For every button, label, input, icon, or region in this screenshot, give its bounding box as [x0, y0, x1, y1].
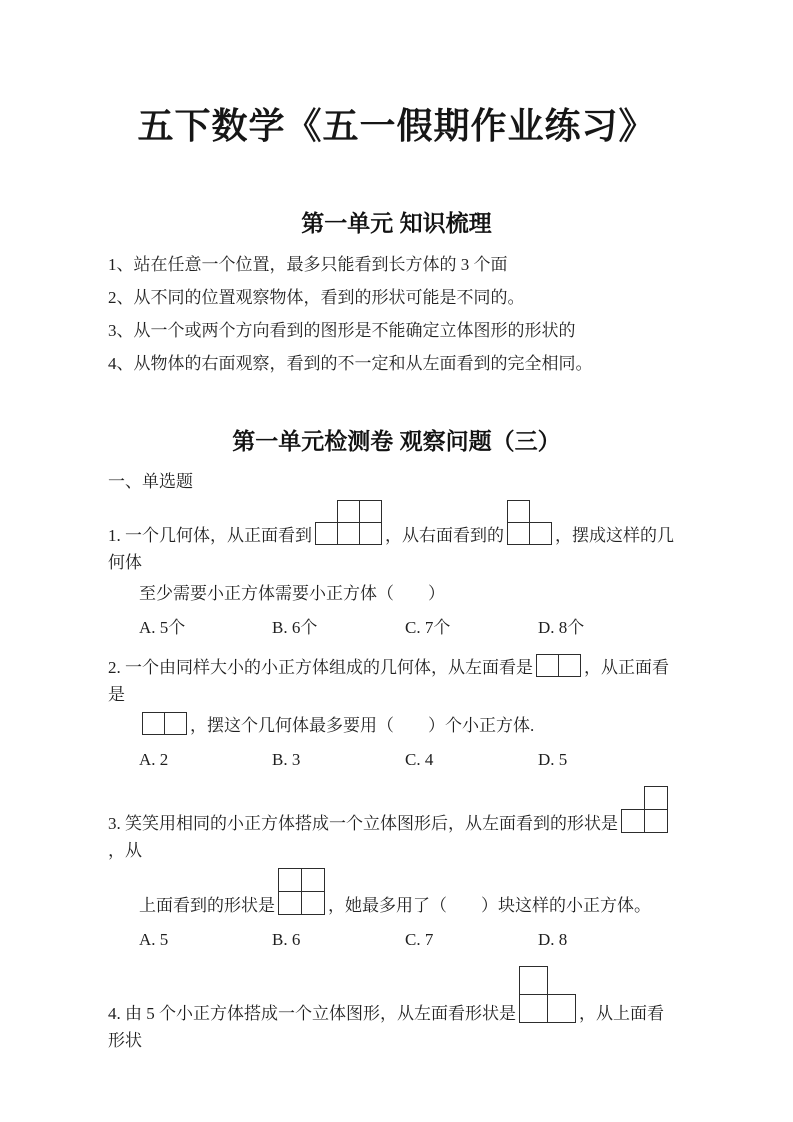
right-view-shape-figure: [507, 500, 552, 545]
shape-grid: [536, 654, 581, 677]
grid-cell-off: [622, 787, 645, 810]
left-view-shape-figure: [519, 966, 576, 1023]
question-line: [139, 580, 680, 607]
part-label: 一、单选题: [108, 472, 193, 491]
front-view-shape-figure: [142, 712, 187, 735]
grid-cell-on: [537, 655, 559, 677]
top-view-shape-figure: [278, 868, 325, 915]
question-q3: [108, 786, 680, 952]
question-line: [108, 786, 680, 864]
question-line: [139, 712, 680, 739]
grid-cell-off: [530, 501, 552, 523]
question-text: 至少需要小正方体需要小正方体（ ）: [139, 584, 445, 603]
grid-cell-on: [559, 655, 581, 677]
review-point: 2、从不同的位置观察物体，看到的形状可能是不同的。: [108, 288, 525, 307]
left-view-shape-figure: [536, 654, 581, 677]
question-line: [108, 966, 680, 1054]
option: A. 5个: [139, 618, 186, 637]
grid-cell-on: [508, 501, 530, 523]
grid-cell-on: [279, 869, 302, 892]
options-row: [139, 748, 680, 772]
grid-cell-off: [548, 967, 576, 995]
option: A. 5: [139, 930, 169, 949]
grid-cell-on: [508, 523, 530, 545]
grid-cell-on: [360, 501, 382, 523]
shape-grid: [507, 500, 552, 545]
question-list: [108, 500, 680, 1054]
question-text: ，摆这个几何体最多要用（ ）个小正方体.: [190, 716, 535, 735]
document-title: 五下数学《五一假期作业练习》: [137, 105, 656, 146]
grid-cell-on: [316, 523, 338, 545]
question-text: 上面看到的形状是: [139, 896, 275, 915]
option: B. 3: [272, 750, 301, 769]
question-q2: [108, 654, 680, 772]
option: D. 8: [538, 930, 568, 949]
option: A. 2: [139, 750, 169, 769]
question-line: [139, 868, 680, 919]
question-q4: [108, 966, 680, 1054]
question-text: 4. 由 5 个小正方体搭成一个立体图形，从左面看形状是: [108, 1004, 516, 1023]
grid-cell-on: [143, 713, 165, 735]
review-point: 1、站在任意一个位置，最多只能看到长方体的 3 个面: [108, 255, 508, 274]
grid-cell-on: [165, 713, 187, 735]
option: D. 8个: [538, 618, 585, 637]
question-text: ，摆成这样的几何体: [108, 526, 674, 572]
grid-cell-on: [520, 995, 548, 1023]
grid-cell-on: [302, 892, 325, 915]
option: B. 6个: [272, 618, 318, 637]
option: D. 5: [538, 750, 568, 769]
grid-cell-on: [622, 810, 645, 833]
options-row: [139, 928, 680, 952]
grid-cell-off: [316, 501, 338, 523]
option: C. 4: [405, 750, 434, 769]
review-section-heading: 第一单元 知识梳理: [301, 210, 492, 236]
question-line: [108, 500, 680, 576]
question-text: 2. 一个由同样大小的小正方体组成的几何体，从左面看是: [108, 658, 533, 677]
grid-cell-on: [302, 869, 325, 892]
review-point: 4、从物体的右面观察，看到的不一定和从左面看到的完全相同。: [108, 354, 593, 373]
question-q1: [108, 500, 680, 640]
left-view-shape-figure: [621, 786, 668, 833]
question-line: [108, 654, 680, 708]
grid-cell-on: [279, 892, 302, 915]
shape-grid: [519, 966, 576, 1023]
grid-cell-on: [530, 523, 552, 545]
shape-grid: [621, 786, 668, 833]
option: B. 6: [272, 930, 301, 949]
grid-cell-on: [360, 523, 382, 545]
review-point: 3、从一个或两个方向看到的图形是不能确定立体图形的形状的: [108, 321, 576, 340]
grid-cell-on: [338, 523, 360, 545]
review-points: [108, 248, 729, 380]
shape-grid: [315, 500, 382, 545]
grid-cell-on: [338, 501, 360, 523]
shape-grid: [278, 868, 325, 915]
question-text: ，从正面看是: [108, 658, 669, 704]
question-text: 3. 笑笑用相同的小正方体搭成一个立体图形后，从左面看到的形状是: [108, 814, 618, 833]
question-text: ，她最多用了（ ）块这样的小正方体。: [328, 896, 651, 915]
options-row: [139, 616, 680, 640]
front-view-shape-figure: [315, 500, 382, 545]
grid-cell-on: [645, 810, 668, 833]
shape-grid: [142, 712, 187, 735]
test-section-heading: 第一单元检测卷 观察问题（三）: [232, 428, 561, 454]
grid-cell-on: [520, 967, 548, 995]
grid-cell-on: [548, 995, 576, 1023]
question-text: ，从上面看形状: [108, 1004, 664, 1050]
option: C. 7: [405, 930, 434, 949]
question-text: ，从: [108, 841, 142, 860]
grid-cell-on: [645, 787, 668, 810]
question-text: ，从右面看到的: [385, 526, 504, 545]
option: C. 7个: [405, 618, 451, 637]
question-text: 1. 一个几何体，从正面看到: [108, 526, 312, 545]
